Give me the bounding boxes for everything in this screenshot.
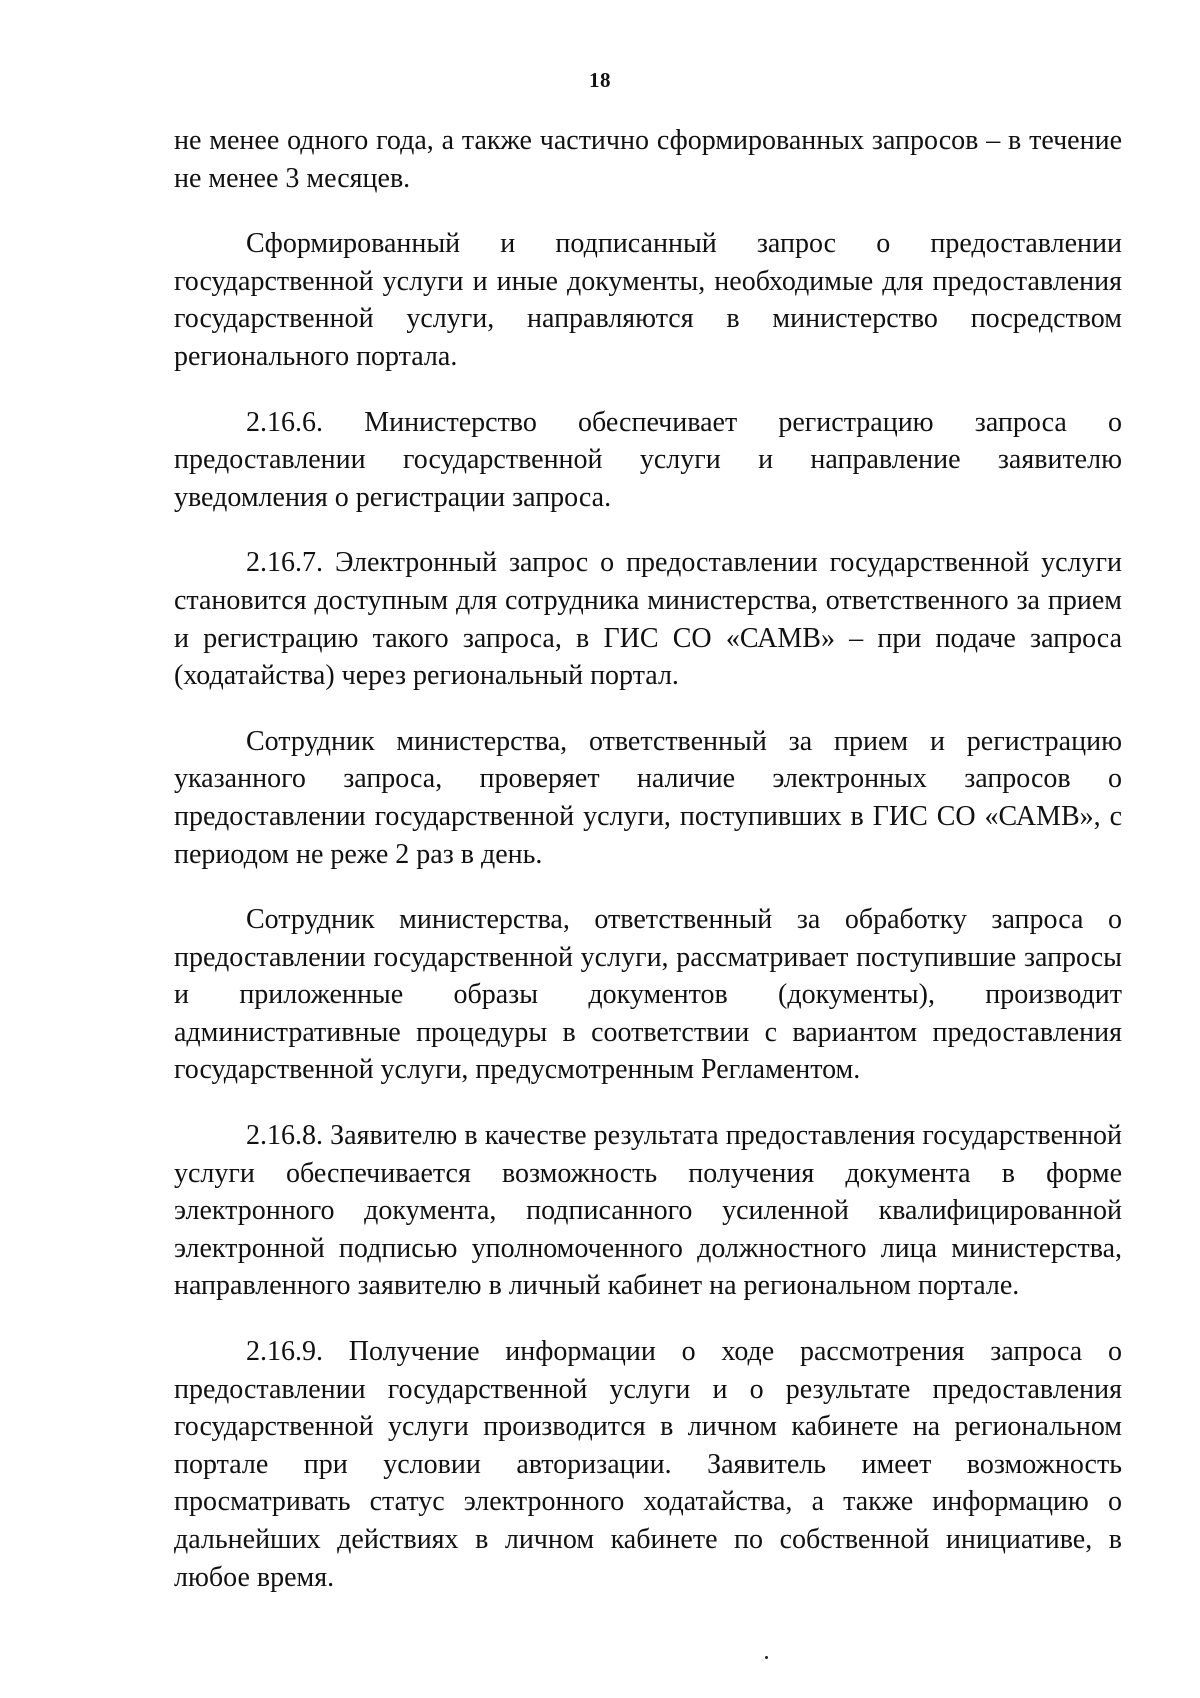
scan-artifact-dot (765, 1656, 768, 1659)
paragraph-2-16-6: 2.16.6. Министерство обеспечивает регистрацию запроса о предоставлении государственной услуги и направление заявителю уведомления о регистрации запроса. (174, 406, 1122, 513)
paragraph-registration-check: Сотрудник министерства, ответственный за прием и регистрацию указанного запроса, проверяет наличие электронных запросов о предоставлении государственной услуги, поступивших в ГИС СО «САМВ», с периодом не реже 2 раз в день. (174, 725, 1122, 870)
paragraph-continuation: не менее одного года, а также частично сформированных запросов – в течение не менее 3 месяцев. (174, 125, 1122, 194)
document-body (174, 122, 1122, 1624)
page-number: 18 (589, 68, 611, 92)
paragraph-submission: Сформированный и подписанный запрос о предоставлении государственной услуги и иные документы, необходимые для предоставления государственной услуги, направляются в министерство посредством регионального портала. (174, 228, 1122, 372)
paragraph-processing: Сотрудник министерства, ответственный за обработку запроса о предоставлении государственной услуги, рассматривает поступившие запросы и приложенные образы документов (документы), производит административные процедуры в соответствии с вариантом предоставления государственной услуги, предусмотренным Регламентом. (174, 904, 1122, 1086)
paragraph-2-16-9: 2.16.9. Получение информации о ходе рассмотрения запроса о предоставлении государственной услуги и о результате предоставления государственной услуги производится в личном кабинете на региональном портале при условии авторизации. Заявитель имеет возможность просматривать статус электронного ходатайства, а также информацию о дальнейших действиях в личном кабинете по собственной инициативе, в любое время. (174, 1336, 1122, 1593)
paragraph-2-16-7: 2.16.7. Электронный запрос о предоставлении государственной услуги становится доступным для сотрудника министерства, ответственного за прием и регистрацию такого запроса, в ГИС СО «САМВ» – при подаче запроса (ходатайства) через региональный портал. (174, 547, 1122, 692)
paragraph-2-16-8: 2.16.8. Заявителю в качестве результата предоставления государственной услуги обеспечивается возможность получения документа в форме электронного документа, подписанного усиленной квалифицированной электронной подписью уполномоченного должностного лица министерства, направленного заявителю в личный кабинет на региональном портале. (174, 1120, 1122, 1302)
